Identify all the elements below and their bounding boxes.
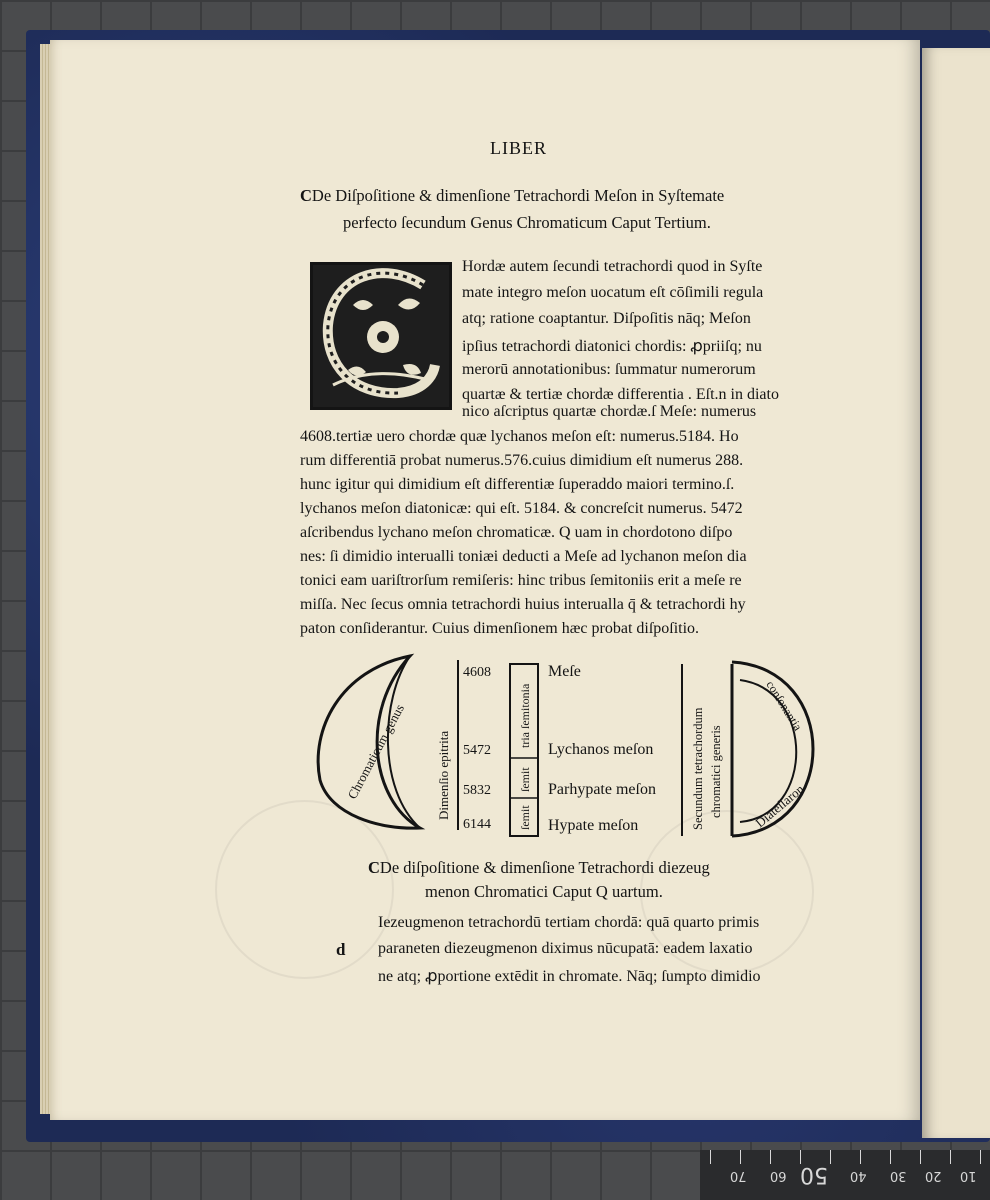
ruler-label: 20 [925,1168,942,1183]
number-label: 5832 [463,783,491,798]
vertical-label: Dimenſio epitrita [436,730,451,820]
note-name: Parhypate meſon [548,781,656,798]
right-arc-label-outer: Diateſſaron [752,781,807,831]
floral-initial-icon [313,265,449,407]
left-crescent-arc [318,656,420,828]
paragraph-mark-icon: C [300,186,312,205]
left-arc-label: Chromaticum genus [344,701,407,802]
text-line: ipſius tetrachordi diatonici chordis: ꝓpriiſq; nu [462,338,762,355]
facing-page [922,48,990,1138]
text-line: aſcribendus lychano meſon chromaticæ. Q uam in chordotono diſpo [300,524,733,541]
note-name: Hypate meſon [548,817,639,834]
number-label: 5472 [463,743,491,758]
number-label: 4608 [463,665,491,680]
chapter-heading-cont: perfecto ſecundum Genus Chromaticum Caput Tertium. [343,213,711,232]
ruler-label: 60 [770,1168,787,1183]
signature-mark: d [336,940,346,959]
text-line: atq; ratione coaptantur. Diſpoſitis nāq; Meſon [462,310,751,327]
bracket-label: ſemit [518,767,532,792]
bracket-label: tria ſemitonia [518,683,532,748]
text-line: Hordæ autem ſecundi tetrachordi quod in Syſte [462,258,763,275]
text-line: nico aſcriptus quartæ chordæ.ſ Meſe: numerus [462,403,757,420]
ruler-big-label: 50 [800,1162,828,1187]
text-line: paraneten diezeugmenon diximus nūcupatā: eadem laxatio [378,940,753,957]
note-name: Meſe [548,663,581,680]
ruler-label: 10 [960,1168,977,1183]
text-line: lychanos meſon diatonicæ: qui eſt. 5184. & concreſcit numerus. 5472 [300,500,743,517]
text-line: paton conſiderantur. Cuius dimenſionem hæc probat diſpoſitio. [300,620,700,637]
right-vertical-label: Secundum tetrachordum [691,707,705,830]
chapter-heading: CDe diſpoſitione & dimenſione Tetrachordi diezeug [368,858,710,877]
text-line: hunc igitur qui dimidium eſt differentiæ ſuperaddo maiori termino.ſ. [300,476,735,493]
page-edges [40,44,50,1114]
number-label: 6144 [463,817,491,832]
text-line: tonici eam uariſtrorſum remiſeris: hinc tribus ſemitoniis erit a meſe re [300,572,742,589]
decorated-initial [310,262,452,410]
measurement-ruler [700,1150,990,1200]
chapter-heading: CDe Diſpoſitione & dimenſione Tetrachordi Meſon in Syſtemate [300,186,725,205]
text-line: mate integro meſon uocatum eſt cōſimili regula [462,284,764,301]
ruler-label: 30 [890,1168,907,1183]
text-line: rum differentiā probat numerus.576.cuius dimidium eſt numerus 288. [300,452,744,469]
bracket-label: ſemit [518,805,532,830]
paragraph-mark-icon: C [368,858,380,877]
text-line: 4608.tertiæ uero chordæ quæ lychanos meſon eſt: numerus.5184. Ho [300,428,739,445]
ruler-label: 40 [850,1168,867,1183]
right-arc-label-inner: conſonantia [763,678,805,734]
text-line: quartæ & tertiæ chordæ differentia . Eſt.n in diato [462,386,779,403]
text-line: ne atq; ꝓportione extēdit in chromate. Nāq; ſumpto dimidio [378,968,761,985]
right-vertical-label: chromatici generis [709,725,723,818]
text-line: Iezeugmenon tetrachordū tertiam chordā: quā quarto primis [378,914,760,931]
text-line: merorū annotationibus: ſummatur numerorum [462,361,756,378]
running-head: LIBER [490,138,547,158]
ruler-label: 70 [730,1168,747,1183]
tetrachord-diagram [300,650,840,850]
text-line: nes: ſi dimidio interualli toniæi deducti a Meſe ad lychanon meſon dia [300,548,747,565]
note-name: Lychanos meſon [548,741,654,758]
text-line: miſſa. Nec ſecus omnia tetrachordi huius interualla q̄ & tetrachordi hy [300,596,746,613]
chapter-heading-cont: menon Chromatici Caput Q uartum. [425,882,663,901]
